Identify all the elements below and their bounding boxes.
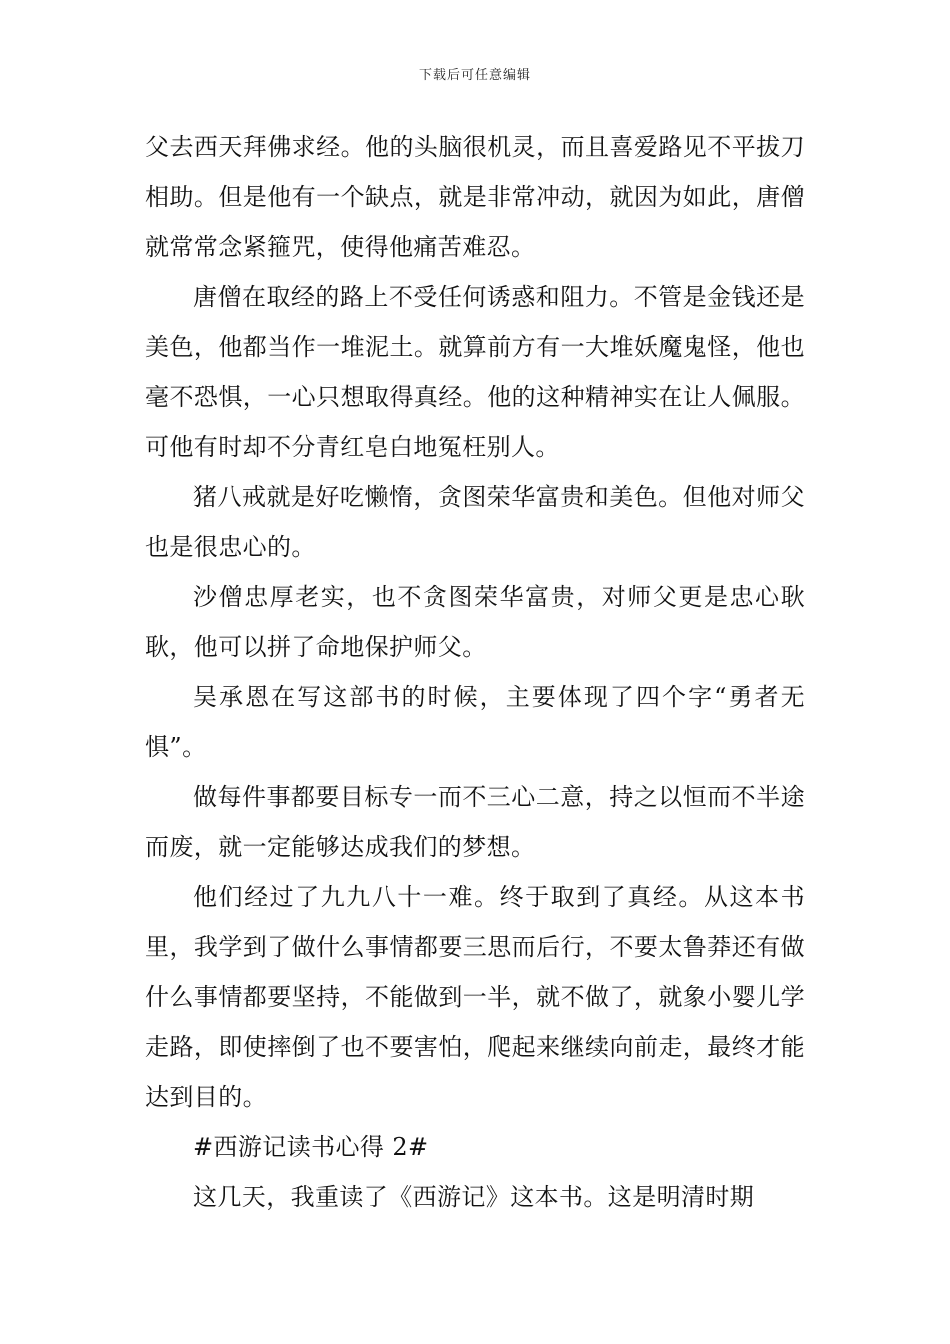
paragraph-2: 唐僧在取经的路上不受任何诱惑和阻力。不管是金钱还是美色，他都当作一堆泥土。就算前方有一大堆妖魔鬼怪，他也毫不恐惧，一心只想取得真经。他的这种精神实在让人佩服。可他有时却不分青红皂白地冤枉别人。: [145, 283, 805, 461]
document-body: [145, 122, 805, 1222]
paragraph-5: 吴承恩在写这部书的时候，主要体现了四个字“勇者无惧”。: [145, 683, 805, 761]
page-header: 下载后可任意编辑: [418, 68, 531, 83]
section-heading: #西游记读书心得 2#: [193, 1133, 429, 1161]
paragraph-4: 沙僧忠厚老实，也不贪图荣华富贵，对师父更是忠心耿耿，他可以拼了命地保护师父。: [145, 583, 805, 661]
paragraph-3: 猪八戒就是好吃懒惰，贪图荣华富贵和美色。但他对师父也是很忠心的。: [145, 483, 805, 561]
paragraph-1: 父去西天拜佛求经。他的头脑很机灵，而且喜爱路见不平拔刀相助。但是他有一个缺点，就是非常冲动，就因为如此，唐僧就常常念紧箍咒，使得他痛苦难忍。: [145, 133, 805, 261]
paragraph-7: 他们经过了九九八十一难。终于取到了真经。从这本书里，我学到了做什么事情都要三思而后行，不要太鲁莽还有做什么事情都要坚持，不能做到一半，就不做了，就象小婴儿学走路，即使摔倒了也不要害怕，爬起来继续向前走，最终才能达到目的。: [145, 883, 805, 1111]
paragraph-8: 这几天，我重读了《西游记》这本书。这是明清时期: [193, 1183, 755, 1211]
paragraph-6: 做每件事都要目标专一而不三心二意，持之以恒而不半途而废，就一定能够达成我们的梦想。: [145, 783, 805, 861]
